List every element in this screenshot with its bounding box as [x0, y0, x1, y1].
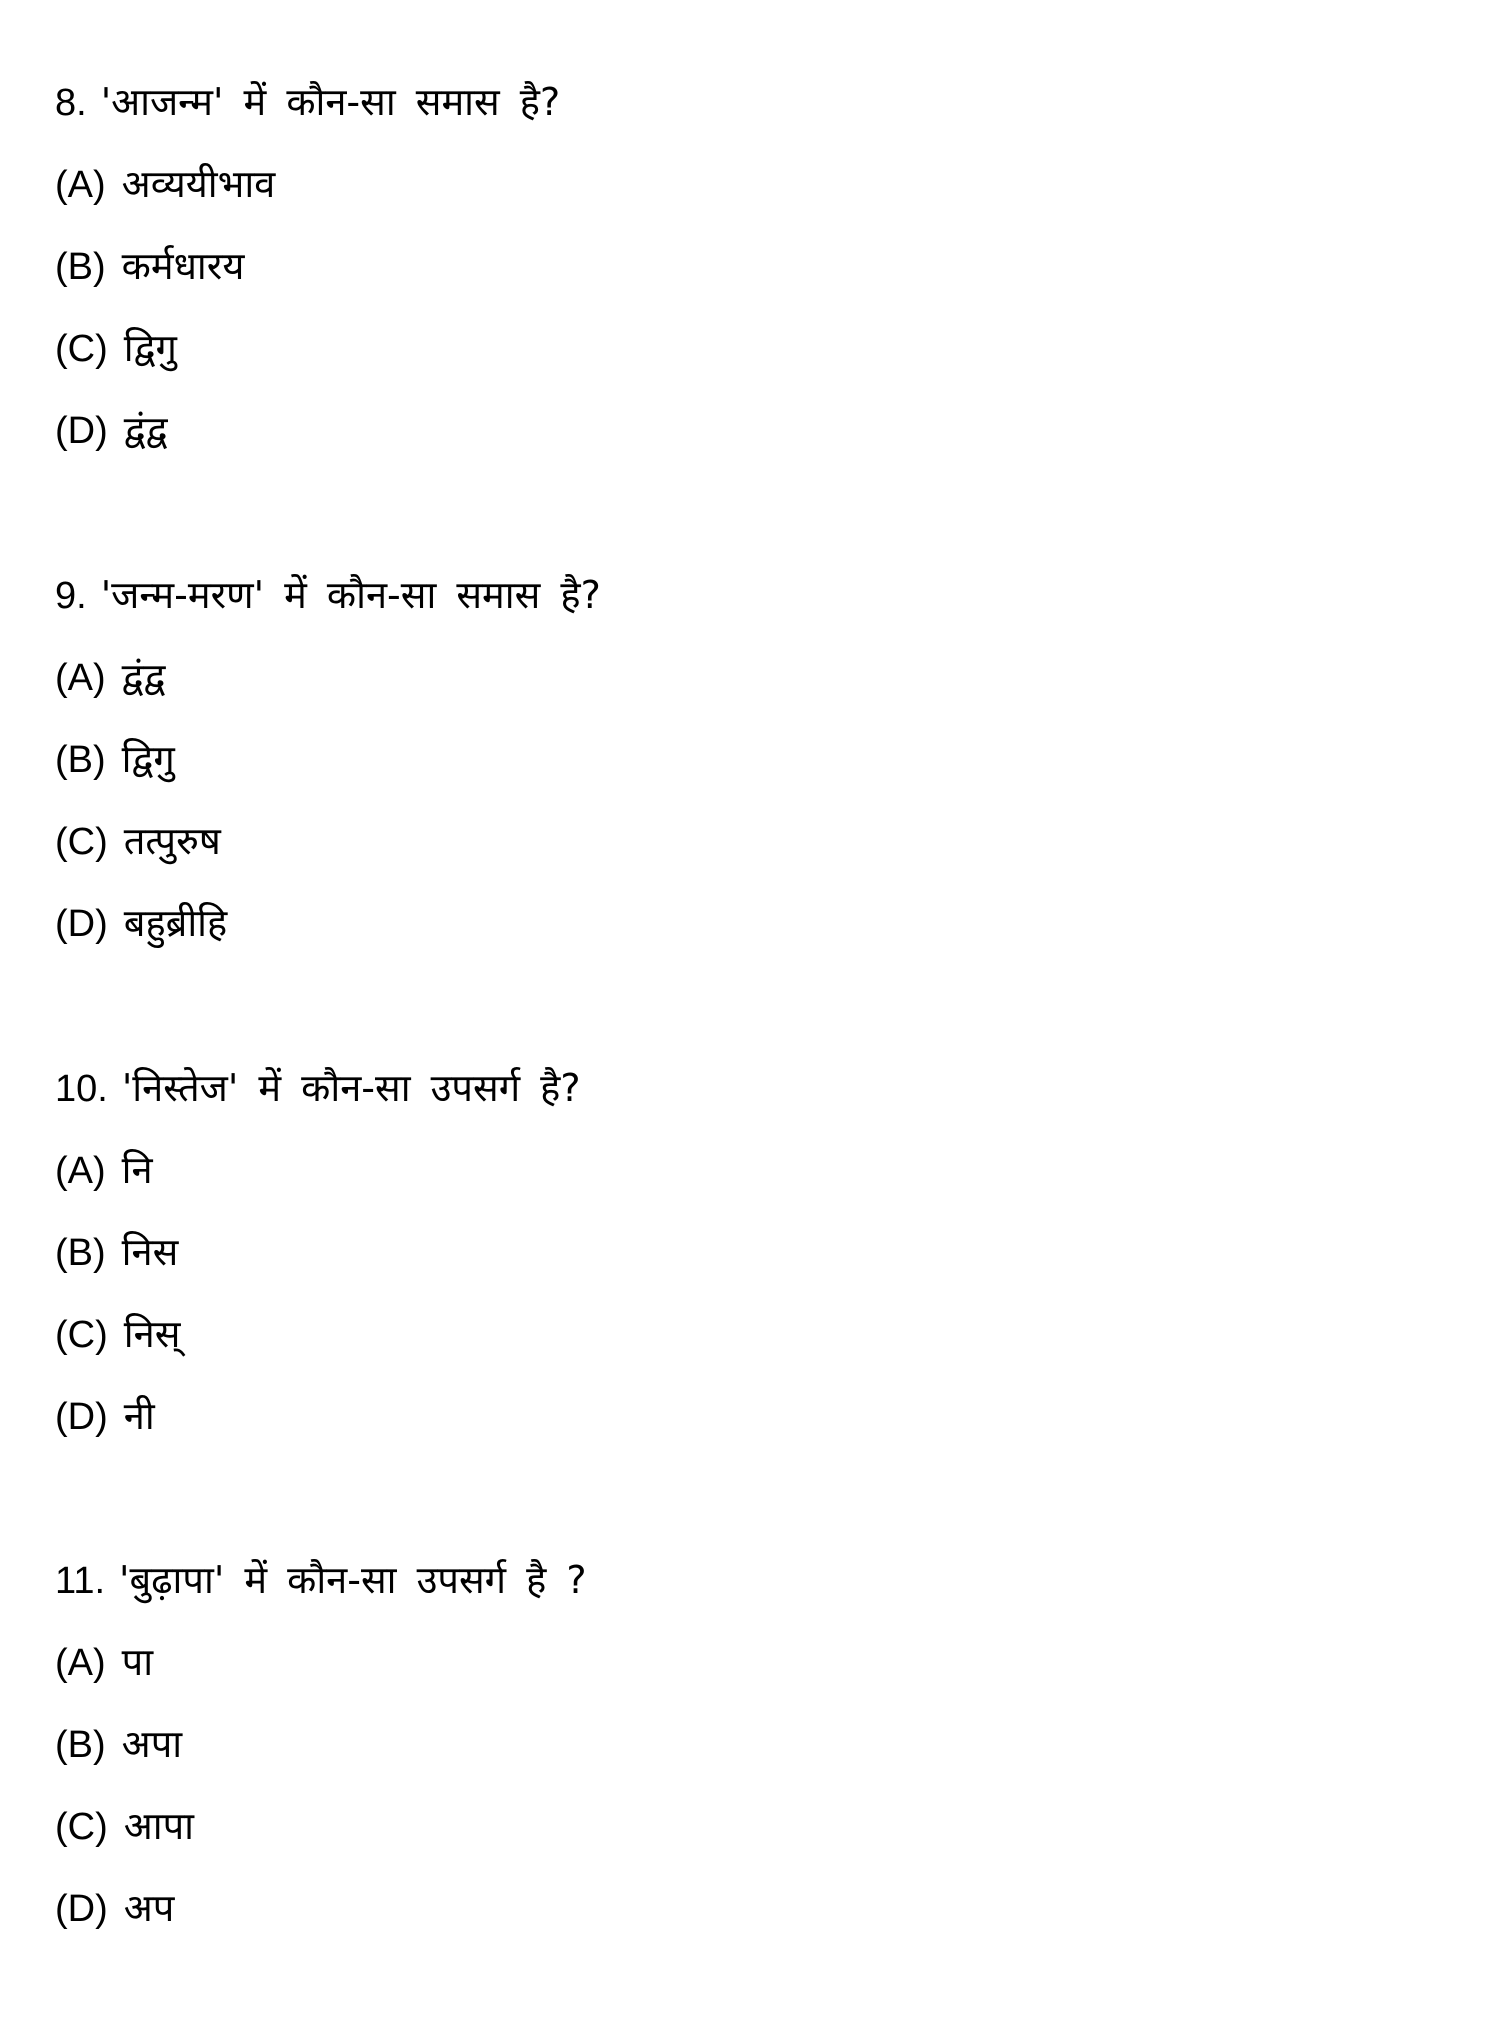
- option-text: नी: [123, 1394, 155, 1438]
- question-text: 'जन्म-मरण' में कौन-सा समास है?: [100, 573, 601, 617]
- option-label: (B): [55, 1232, 106, 1274]
- question-stem: [55, 72, 560, 132]
- option-text: निस: [121, 1230, 179, 1274]
- option-a: [55, 1632, 153, 1692]
- option-a: [55, 647, 165, 707]
- option-text: अपा: [121, 1722, 183, 1766]
- option-b: [55, 1714, 182, 1774]
- option-label: (B): [55, 739, 106, 781]
- option-text: नि: [121, 1148, 153, 1192]
- option-label: (D): [55, 1888, 108, 1930]
- option-label: (C): [55, 1314, 108, 1356]
- option-text: द्वंद्व: [123, 408, 168, 452]
- question-stem: [55, 1058, 581, 1118]
- option-d: [55, 1878, 174, 1938]
- question-stem: [55, 1550, 587, 1610]
- option-text: पा: [121, 1640, 154, 1684]
- option-text: अव्ययीभाव: [121, 162, 276, 206]
- option-text: आपा: [123, 1804, 195, 1848]
- option-text: द्वंद्व: [121, 655, 166, 699]
- option-label: (A): [55, 1150, 106, 1192]
- option-label: (A): [55, 164, 106, 206]
- question-number: 10.: [55, 1068, 108, 1110]
- question-stem: [55, 565, 601, 625]
- option-c: [55, 1304, 180, 1364]
- option-c: [55, 318, 177, 378]
- option-label: (C): [55, 821, 108, 863]
- option-a: [55, 1140, 153, 1200]
- question-text: 'निस्तेज' में कौन-सा उपसर्ग है?: [121, 1066, 581, 1110]
- option-d: [55, 1386, 155, 1446]
- option-text: बहुब्रीहि: [123, 901, 228, 945]
- question-number: 8.: [55, 82, 87, 124]
- option-label: (C): [55, 1806, 108, 1848]
- option-label: (C): [55, 328, 108, 370]
- option-label: (A): [55, 1642, 106, 1684]
- question-text: 'आजन्म' में कौन-सा समास है?: [100, 80, 561, 124]
- option-text: अप: [123, 1886, 175, 1930]
- option-text: द्विगु: [123, 326, 177, 370]
- option-label: (D): [55, 410, 108, 452]
- option-label: (B): [55, 1724, 106, 1766]
- option-label: (D): [55, 903, 108, 945]
- option-d: [55, 400, 167, 460]
- option-c: [55, 1796, 194, 1856]
- option-c: [55, 811, 221, 871]
- option-a: [55, 154, 275, 214]
- option-text: कर्मधारय: [121, 244, 245, 288]
- option-b: [55, 236, 244, 296]
- option-b: [55, 729, 175, 789]
- option-text: तत्पुरुष: [123, 819, 221, 863]
- option-text: निस्: [123, 1312, 181, 1356]
- option-text: द्विगु: [121, 737, 175, 781]
- option-b: [55, 1222, 178, 1282]
- option-d: [55, 893, 227, 953]
- question-number: 11.: [55, 1560, 106, 1602]
- question-number: 9.: [55, 575, 87, 617]
- option-label: (A): [55, 657, 106, 699]
- question-text: 'बुढ़ापा' में कौन-सा उपसर्ग है ?: [119, 1558, 587, 1602]
- option-label: (D): [55, 1396, 108, 1438]
- option-label: (B): [55, 246, 106, 288]
